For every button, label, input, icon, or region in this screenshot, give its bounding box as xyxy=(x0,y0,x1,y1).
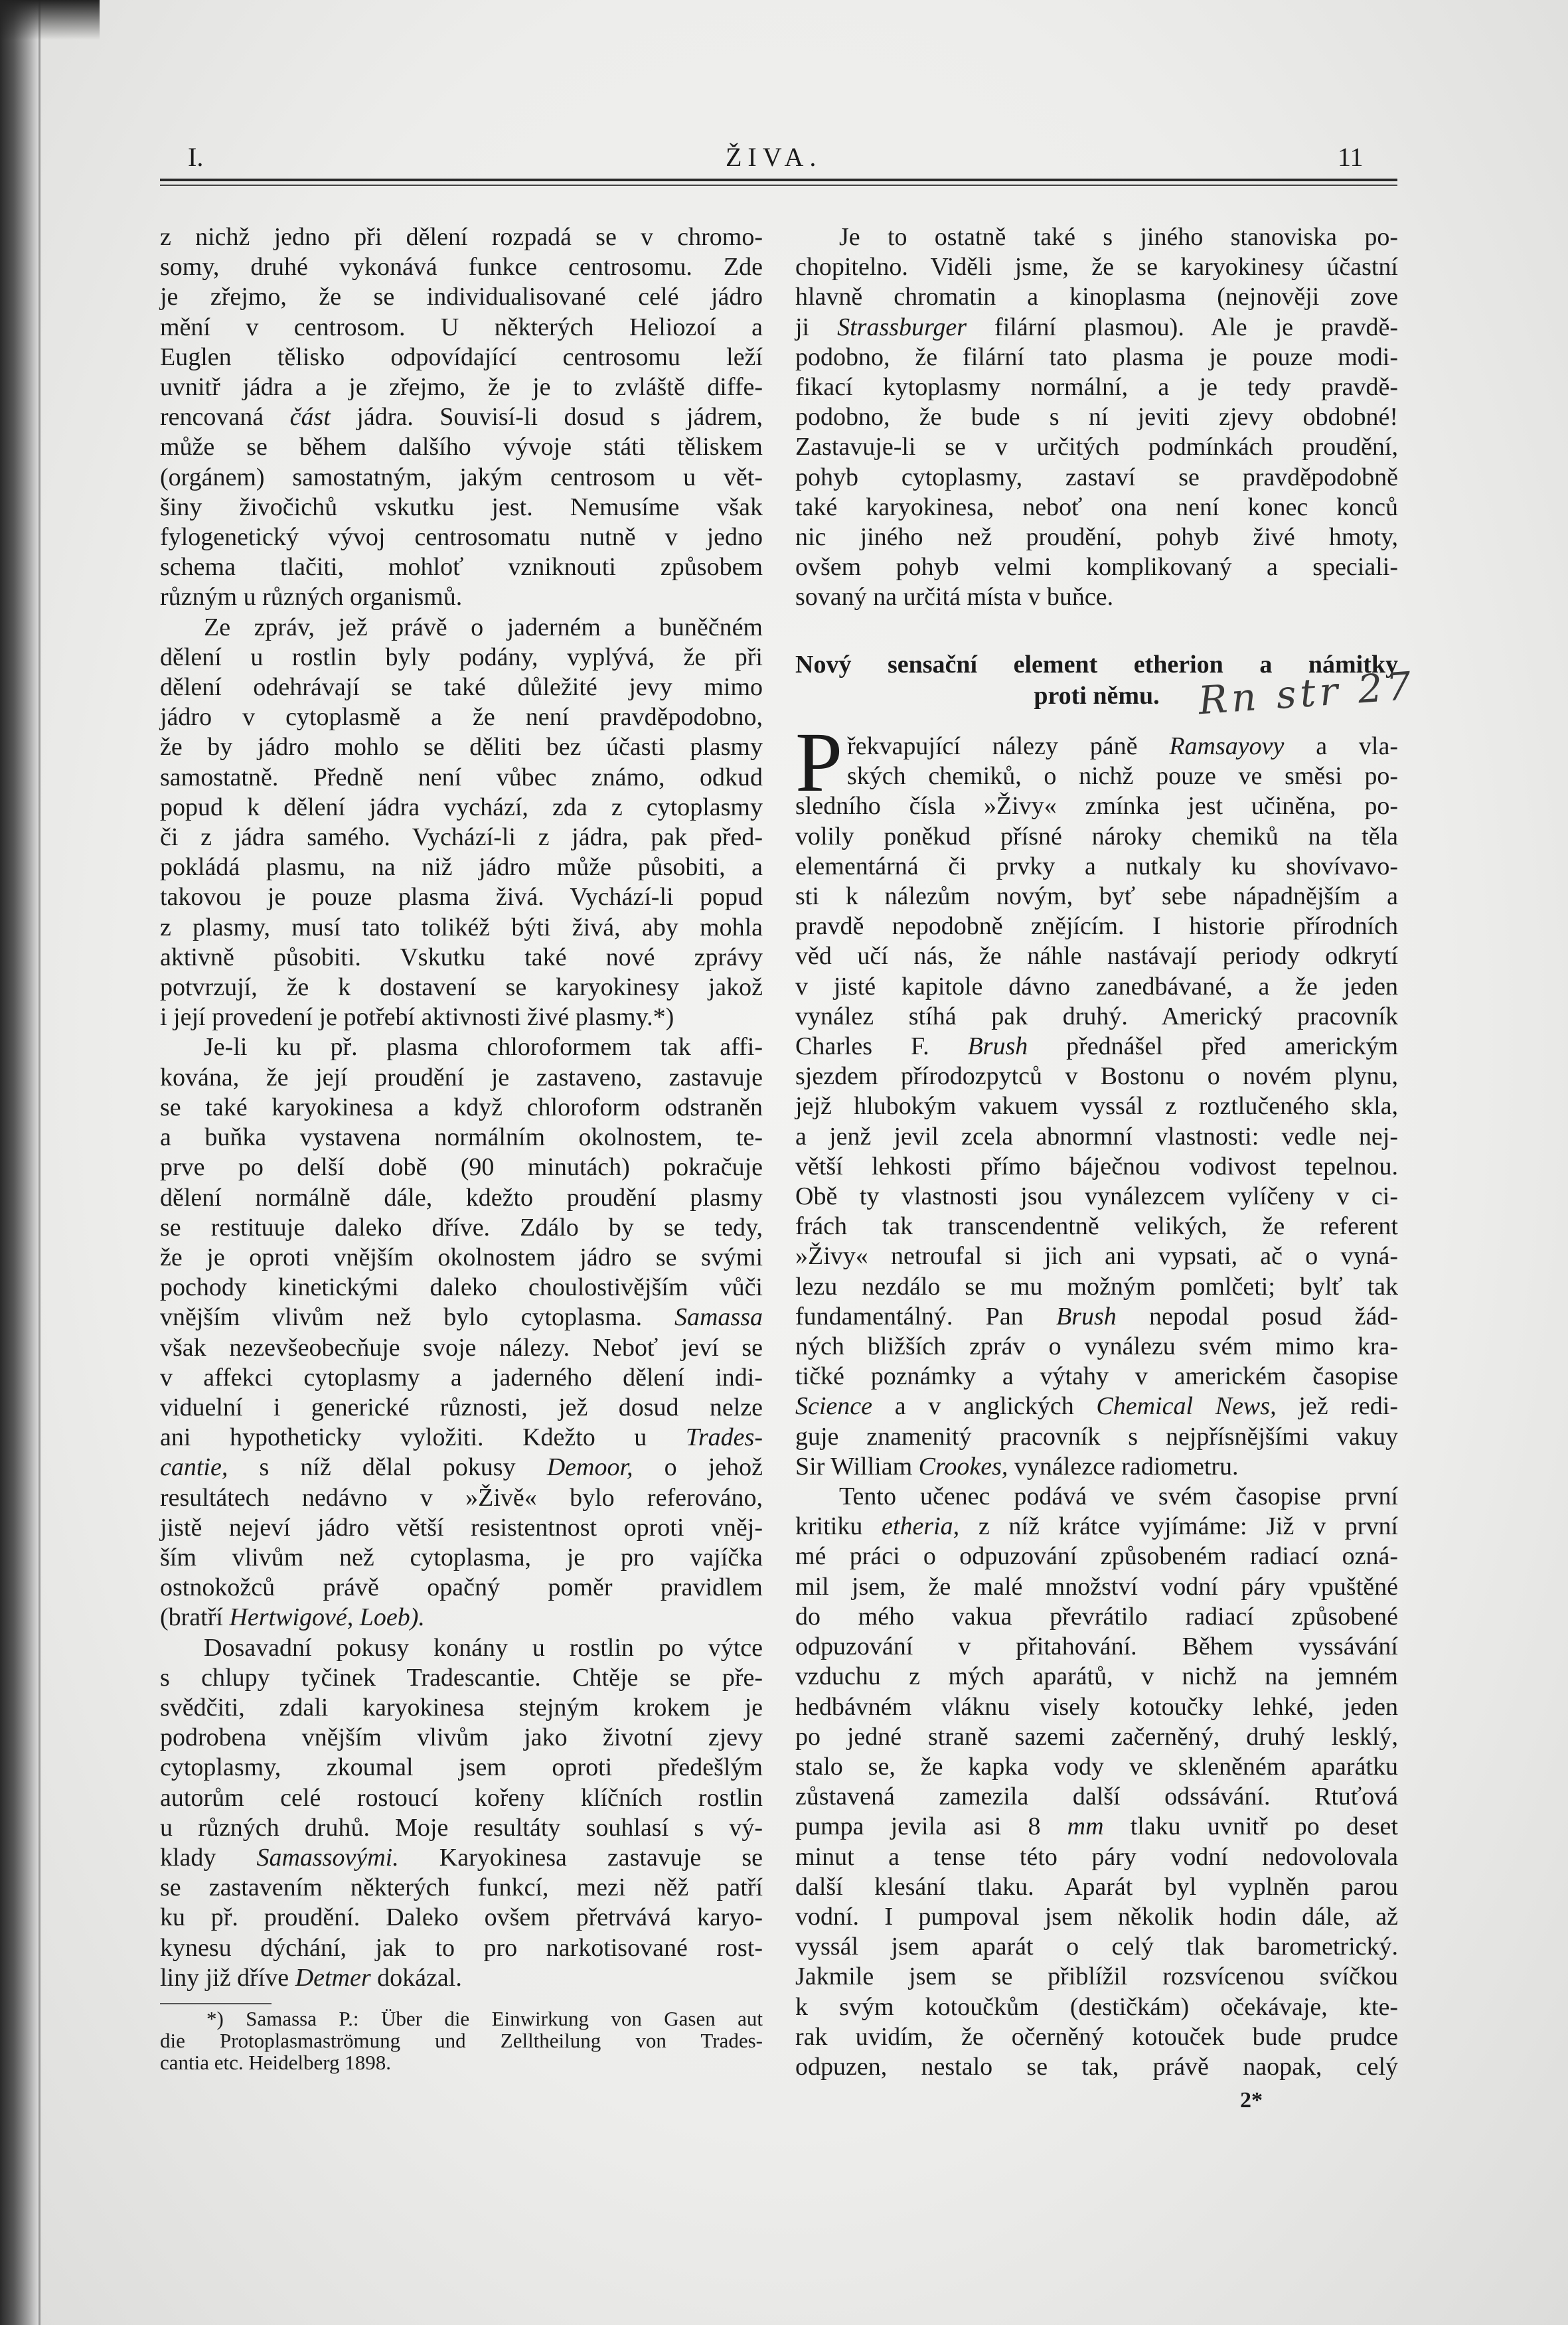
text-line: a jenž jevil zcela abnormní vlastnosti: vedle nej- xyxy=(795,1122,1398,1151)
paragraph xyxy=(160,1633,763,1993)
text-line: může se během dalšího vývoje státi těliskem xyxy=(160,433,763,461)
text-line: zůstavená zamezila další odssávání. Rtuťová xyxy=(795,1783,1398,1811)
text-segment: nepodal posud žád- xyxy=(1116,1302,1398,1330)
text-line xyxy=(160,1603,763,1633)
text-line: sjezdem přírodozpytců v Bostonu o novém plynu, xyxy=(795,1062,1398,1091)
italic-text: Samassovými. xyxy=(256,1843,399,1872)
text-line: somy, druhé vykonává funkce centrosomu. Zde xyxy=(160,253,763,281)
italic-text: Demoor, xyxy=(546,1453,633,1482)
text-line: stalo se, že kapka vody ve skleněném aparátku xyxy=(795,1752,1398,1781)
text-line: mé práci o odpuzování způsobeném radiací ozná- xyxy=(795,1542,1398,1571)
text-line: volily poněkud přísné nároky chemiků na těla xyxy=(795,822,1398,850)
text-line: tičké poznámky a výtahy v americkém časopise xyxy=(795,1362,1398,1391)
text-segment: kritiku xyxy=(795,1512,882,1541)
text-line xyxy=(795,1032,1398,1062)
text-line: podrobena vnějším vlivům jako životní zjevy xyxy=(160,1724,763,1752)
left-column xyxy=(160,222,763,1993)
paragraph xyxy=(795,732,1398,1482)
italic-text: Detmer xyxy=(295,1963,371,1992)
text-line: dělení normálně dále, kdežto proudění plasmy xyxy=(160,1183,763,1212)
text-line: k svým kotoučkům (destičkám) očekávaje, kte- xyxy=(795,1992,1398,2021)
text-line: fylogenetický vývoj centrosomatu nutně v jedno xyxy=(160,523,763,552)
text-line: hedbávném vláknu visely kotoučky lehké, jeden xyxy=(795,1692,1398,1721)
text-line: vodní. I pumpoval jsem několik hodin dále, až xyxy=(795,1902,1398,1931)
text-line: ostnokožců právě opačný poměr pravidlem xyxy=(160,1573,763,1602)
journal-title: ŽIVA. xyxy=(726,142,823,172)
text-segment: fundamentálný. Pan xyxy=(795,1302,1056,1330)
text-line: Ze zpráv, jež právě o jaderném a buněčném xyxy=(204,613,763,641)
text-line: hlavně chromatin a kinoplasma (nejnověji zove xyxy=(795,283,1398,311)
footnote-line: die Protoplasmaströmung und Zelltheilung von Trades- xyxy=(160,2029,763,2052)
text-line xyxy=(160,1963,763,1993)
text-line xyxy=(795,1512,1398,1542)
text-line: viduelní i generické různosti, jež dosud nelze xyxy=(160,1393,763,1421)
text-line: z nichž jedno při dělení rozpadá se v chromo- xyxy=(160,223,763,251)
text-line xyxy=(160,1423,763,1453)
article-heading-line: Nový sensační element etherion a námitky xyxy=(795,651,1398,679)
text-segment: ji xyxy=(795,313,838,341)
scan-corner-shadow xyxy=(0,0,100,40)
text-line: jejž hlubokým vakuem vyssál z roztlučeného skla, xyxy=(795,1092,1398,1121)
text-line: vzduchu z mých aparátů, v nichž na jemném xyxy=(795,1662,1398,1691)
text-line: také karyokinesa, neboť ona není konec konců xyxy=(795,493,1398,521)
text-line: (orgánem) samostatným, jakým centrosom u vět- xyxy=(160,463,763,491)
text-line: schema tlačiti, mohloť vzniknouti způsobem xyxy=(160,553,763,582)
text-segment: ani hypotheticky vyložiti. Kdežto u xyxy=(160,1423,686,1452)
drop-cap: P xyxy=(795,715,843,809)
text-segment: vynálezce radiometru. xyxy=(1008,1452,1239,1481)
text-segment: jádra. Souvisí-li dosud s jádrem, xyxy=(330,403,763,432)
scan-page-edge xyxy=(0,0,39,2325)
italic-text: Brush xyxy=(967,1032,1028,1061)
volume-number: I. xyxy=(188,142,204,172)
italic-text: Brush xyxy=(1056,1302,1117,1330)
text-segment: Sir William xyxy=(795,1452,919,1481)
text-line: pohyb cytoplasmy, zastaví se pravděpodobně xyxy=(795,463,1398,491)
text-line: větší lehkosti přímo báječnou vodivost tepelnou. xyxy=(795,1152,1398,1180)
text-segment: přednášel před americkým xyxy=(1028,1032,1399,1061)
text-segment: Karyokinesa zastavuje se xyxy=(398,1843,763,1872)
text-segment: jež redi- xyxy=(1276,1392,1398,1421)
footnote-line: *) Samassa P.: Über die Einwirkung von Gasen aut xyxy=(206,2007,763,2030)
text-line: se restituuje daleko dříve. Zdálo by se tedy, xyxy=(160,1213,763,1242)
text-line xyxy=(795,732,1398,762)
text-line: věd učí nás, že náhle nastávají periody odkrytí xyxy=(795,942,1398,971)
text-line: ku př. proudění. Daleko ovšem přetrvává karyo- xyxy=(160,1903,763,1932)
text-line: dělení u rostlin byly podány, vyplývá, že při xyxy=(160,643,763,671)
text-line: do mého vakua převrátilo radiací způsobené xyxy=(795,1602,1398,1631)
text-segment: a vla- xyxy=(1284,732,1398,760)
text-line: potvrzují, že k dostavení se karyokinesy jakož xyxy=(160,973,763,1002)
text-line: »Živy« netroufal si jich ani vypsati, ač o vyná- xyxy=(795,1242,1398,1271)
text-line: Zastavuje-li se v určitých podmínkách proudění, xyxy=(795,433,1398,461)
handwritten-note: Rn str 27 xyxy=(1197,663,1417,724)
text-segment: filární plasmou). Ale je pravdě- xyxy=(967,313,1398,341)
text-line: Je to ostatně také s jiného stanoviska po- xyxy=(839,223,1398,251)
text-line: dělení odehrávají se také důležité jevy mimo xyxy=(160,673,763,702)
footnote xyxy=(160,2008,763,2073)
right-column-top xyxy=(795,222,1398,613)
text-line: se také karyokinesa a když chloroform odstraněn xyxy=(160,1093,763,1121)
text-line: v affekci cytoplasmy a jaderného dělení indi- xyxy=(160,1363,763,1392)
header-rule-thick xyxy=(160,179,1397,181)
text-line: fikací kytoplasmy normální, a je tedy pravdě- xyxy=(795,373,1398,402)
text-line: i její provedení je potřebí aktivnosti živé plasmy.*) xyxy=(160,1003,674,1032)
text-line: resultátech nedávno v »Živě« bylo referováno, xyxy=(160,1483,763,1512)
text-segment: tlaku uvnitř po deset xyxy=(1103,1812,1398,1841)
footnote-line: cantia etc. Heidelberg 1898. xyxy=(160,2051,392,2074)
text-line: a buňka vystavena normálním okolnostem, te- xyxy=(160,1123,763,1152)
paragraph xyxy=(795,1482,1398,2082)
text-line: lezu nezdálo se mu možným pomlčeti; bylť tak xyxy=(795,1272,1398,1301)
page-number: 11 xyxy=(1338,142,1364,172)
text-line: sledního čísla »Živy« zmínka jest učiněna, po- xyxy=(795,792,1398,821)
text-line: podobno, že bude s ní jeviti zjevy obdobné! xyxy=(795,403,1398,432)
text-line xyxy=(795,1452,1398,1482)
italic-text: Trades- xyxy=(685,1423,763,1452)
text-line: mil jsem, že malé množství vodní páry vpuštěné xyxy=(795,1572,1398,1601)
text-segment: (bratří xyxy=(160,1603,230,1632)
text-line: vyssál jsem aparát o celý tlak barometrický. xyxy=(795,1933,1398,1961)
paragraph xyxy=(160,222,763,613)
text-line: aktivně působiti. Vskutku také nové zprávy xyxy=(160,943,763,971)
article-heading-line: proti němu. xyxy=(1034,682,1160,710)
header-rule-thin xyxy=(160,185,1397,186)
text-line: ských chemiků, o nichž pouze ve směsi po- xyxy=(847,762,1398,791)
text-line: nic jiného než proudění, pohyb živé hmoty, xyxy=(795,523,1398,552)
text-segment: a v anglických xyxy=(872,1392,1097,1421)
text-line: že je oproti vnějším okolnostem jádro se svými xyxy=(160,1243,763,1271)
italic-text: etheria, xyxy=(882,1512,960,1541)
text-line: frách tak transcendentně velikých, že referent xyxy=(795,1212,1398,1241)
text-line: po jedné straně sazemi začerněný, druhý lesklý, xyxy=(795,1722,1398,1751)
text-line: Tento učenec podává ve svém časopise první xyxy=(839,1483,1398,1511)
text-line: jádro v cytoplasmě a že není pravděpodobno, xyxy=(160,703,763,732)
text-segment: Charles F. xyxy=(795,1032,968,1061)
paragraph xyxy=(160,1032,763,1633)
italic-text: Hertwigové, Loeb). xyxy=(229,1603,425,1632)
text-line: z plasmy, musí tato tolikéž býti živá, aby mohla xyxy=(160,913,763,941)
text-line: v jisté kapitole dávno zanedbávané, a že jeden xyxy=(795,972,1398,1001)
text-segment: řekvapující nálezy páně xyxy=(847,732,1170,760)
text-line: u různých druhů. Moje resultáty souhlasí s vý- xyxy=(160,1813,763,1842)
text-line: Obě ty vlastnosti jsou vynálezcem vylíčeny v ci- xyxy=(795,1182,1398,1211)
text-line: ším vlivům než cytoplasma, je pro vajíčka xyxy=(160,1543,763,1571)
text-segment: pumpa jevila asi 8 xyxy=(795,1812,1067,1841)
text-segment: o jehož xyxy=(633,1453,763,1482)
text-line: jistě nejeví jádro větší resistentnost oproti vněj- xyxy=(160,1513,763,1542)
text-line: chopitelno. Viděli jsme, že se karyokinesy účastní xyxy=(795,253,1398,281)
italic-text: mm xyxy=(1067,1812,1104,1841)
text-segment: klady xyxy=(160,1843,257,1872)
italic-text: Chemical News, xyxy=(1096,1392,1277,1421)
text-line: kynesu dýchání, jak to pro narkotisované rost- xyxy=(160,1933,763,1962)
text-line: minut a tense této páry vodní nedovolovala xyxy=(795,1842,1398,1871)
text-line: mění v centrosom. U některých Heliozoí a xyxy=(160,313,763,341)
text-segment: dokázal. xyxy=(370,1963,462,1992)
text-line: různým u různých organismů. xyxy=(160,583,463,611)
text-line: takovou je pouze plasma živá. Vychází-li popud xyxy=(160,883,763,912)
text-line: však nezevšeobecňuje svoje nálezy. Neboť jeví se xyxy=(160,1333,763,1362)
text-line: cytoplasmy, zkoumal jsem oproti předešlým xyxy=(160,1753,763,1782)
text-line xyxy=(795,1302,1398,1332)
text-line xyxy=(795,313,1398,343)
italic-text: Ramsayovy xyxy=(1169,732,1285,760)
text-segment: vnějším vlivům než bylo cytoplasma. xyxy=(160,1303,674,1332)
italic-text: Crookes, xyxy=(918,1452,1008,1481)
italic-text: Samassa xyxy=(674,1303,763,1332)
footnote-rule xyxy=(160,2003,272,2004)
text-segment: liny již dříve xyxy=(160,1963,295,1992)
text-line: elementárná či prvky a nutkaly ku shovívavo- xyxy=(795,852,1398,880)
text-line: že by jádro mohlo se děliti bez účasti plasmy xyxy=(160,733,763,762)
text-line: Dosavadní pokusy konány u rostlin po výtce xyxy=(204,1633,763,1662)
italic-text: část xyxy=(289,403,331,432)
scan-edge-line xyxy=(39,0,40,2325)
text-line: s chlupy tyčinek Tradescantie. Chtěje se pře- xyxy=(160,1663,763,1692)
text-line: šiny živočichů vskutku jest. Nemusíme však xyxy=(160,493,763,521)
text-line: prve po delší době (90 minutách) pokračuje xyxy=(160,1153,763,1182)
signature-mark: 2* xyxy=(1240,2088,1263,2113)
text-line: se zastavením některých funkcí, mezi něž patří xyxy=(160,1874,763,1902)
text-line: svědčiti, zdali karyokinesa stejným krokem je xyxy=(160,1693,763,1722)
text-line: autorům celé rostoucí kořeny klíčních rostlin xyxy=(160,1783,763,1812)
italic-text: Science xyxy=(795,1392,873,1421)
text-segment: z níž krátce vyjímáme: Již v první xyxy=(959,1512,1398,1541)
text-line xyxy=(795,1812,1398,1842)
text-line xyxy=(160,402,763,432)
italic-text: Strassburger xyxy=(837,313,967,341)
text-line: Je-li ku př. plasma chloroformem tak affi- xyxy=(204,1033,763,1062)
text-line: samostatně. Předně není vůbec známo, odkud xyxy=(160,763,763,791)
paragraph xyxy=(160,613,763,1033)
text-line: sovaný na určitá místa v buňce. xyxy=(795,583,1114,611)
text-line xyxy=(795,1392,1398,1421)
text-line: kována, že její proudění je zastaveno, zastavuje xyxy=(160,1063,763,1091)
italic-text: cantie, xyxy=(160,1453,228,1482)
text-line: odpuzen, nestalo se tak, právě naopak, celý xyxy=(795,2052,1398,2081)
text-line: pravdě nepodobně znějícím. I historie přírodních xyxy=(795,912,1398,941)
text-line: podobno, že filární tato plasma je pouze modi- xyxy=(795,343,1398,371)
text-line: ných bližších zpráv o vynálezu svém mimo kra- xyxy=(795,1332,1398,1361)
text-line: rak uvidím, že očerněný kotouček bude prudce xyxy=(795,2022,1398,2051)
text-line: pochody kinetickými daleko choulostivějším vůči xyxy=(160,1273,763,1302)
text-line: sti k nálezům novým, byť sebe nápadnějším a xyxy=(795,882,1398,911)
text-line: pokládá plasmu, na niž jádro může působiti, a xyxy=(160,853,763,882)
paragraph xyxy=(795,222,1398,613)
text-line: či z jádra samého. Vychází-li z jádra, pak před- xyxy=(160,823,763,852)
text-segment: s níž dělal pokusy xyxy=(228,1453,547,1482)
text-line xyxy=(160,1843,763,1873)
text-line xyxy=(160,1453,763,1483)
text-line: popud k dělení jádra vychází, zda z cytoplasmy xyxy=(160,793,763,821)
article-body xyxy=(795,715,1399,2082)
text-line: vynález stíhá pak druhý. Americký pracovník xyxy=(795,1002,1398,1030)
text-line: je zřejmo, že se individualisované celé jádro xyxy=(160,283,763,311)
text-line: Euglen tělisko odpovídající centrosomu leží xyxy=(160,343,763,371)
text-line: uvnitř jádra a je zřejmo, že je to zvláště diffe- xyxy=(160,373,763,402)
text-line: guje znamenitý pracovník s nejpřísnějšími vakuy xyxy=(795,1422,1398,1451)
text-segment: rencovaná xyxy=(160,403,290,432)
text-line: odpuzování v přitahování. Během vyssávání xyxy=(795,1633,1398,1661)
text-line: Jakmile jsem se přiblížil rozsvícenou svíčkou xyxy=(795,1963,1398,1991)
text-line: další klesání tlaku. Aparát byl vyplněn parou xyxy=(795,1872,1398,1901)
text-line: ovšem pohyb velmi komplikovaný a speciali- xyxy=(795,553,1398,582)
text-line xyxy=(160,1303,763,1332)
